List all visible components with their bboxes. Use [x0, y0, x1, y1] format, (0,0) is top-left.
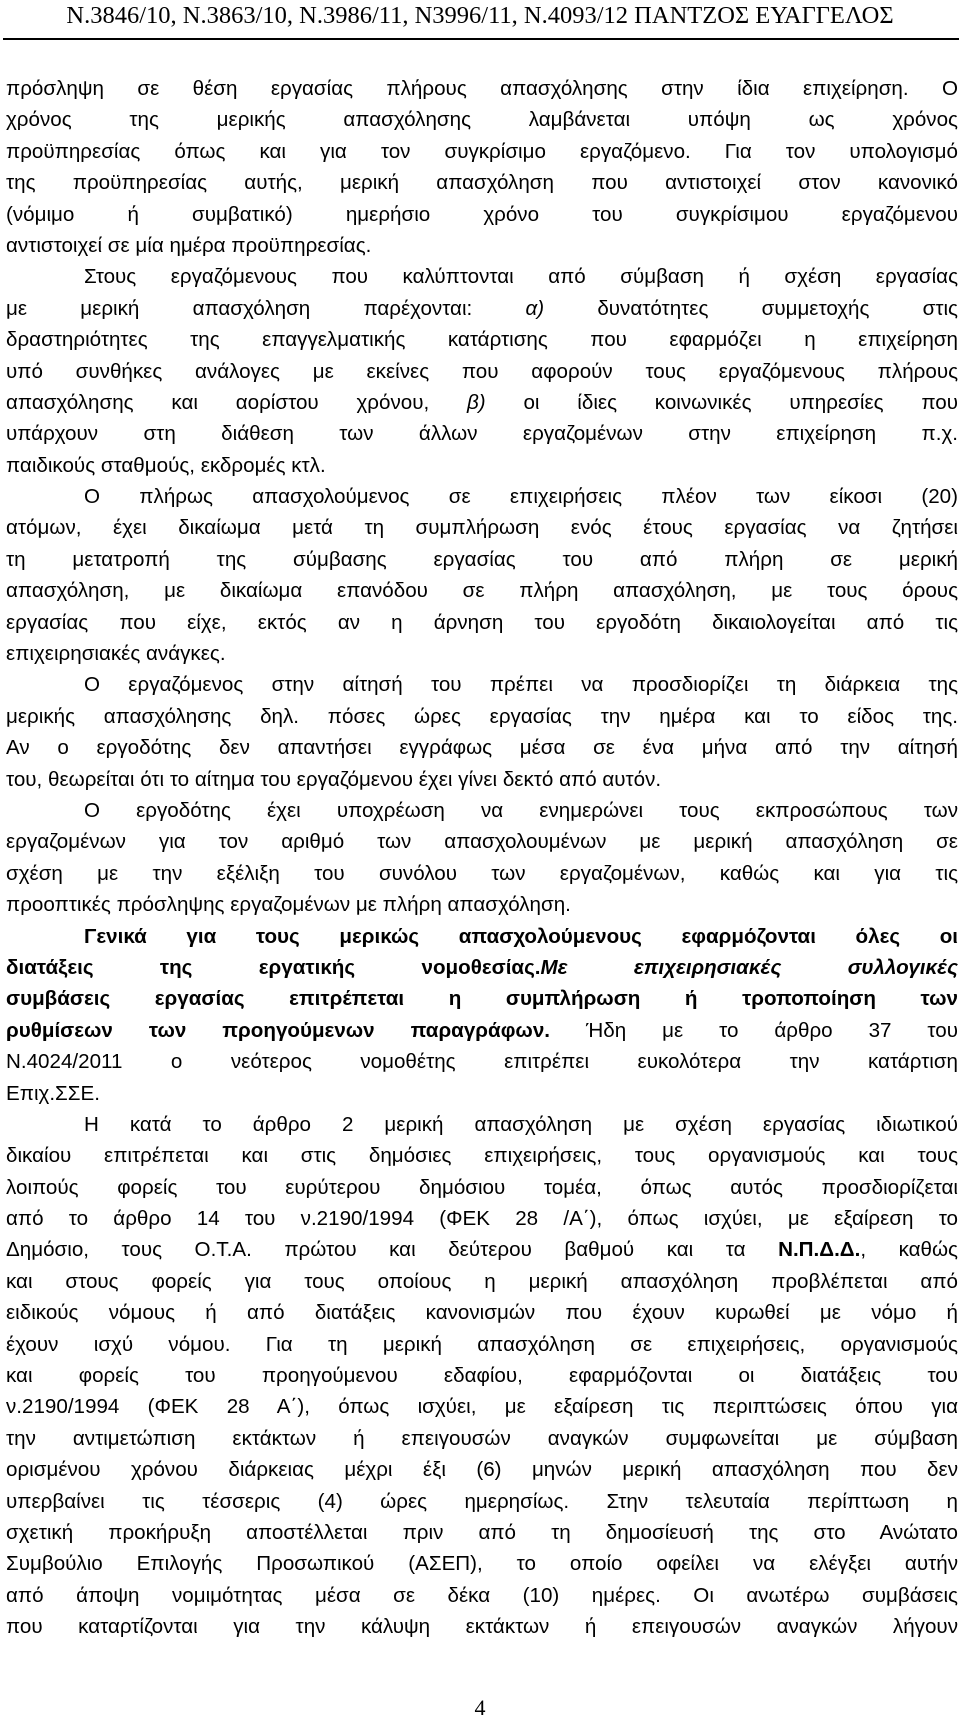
list-marker: β)	[467, 390, 486, 414]
text-line: ν.2190/1994 (ΦΕΚ 28 Α΄), όπως ισχύει, με εξαίρεση τις περιπτώσεις όπου για	[6, 1395, 958, 1419]
text-line: δικαίου επιτρέπεται και στις δημόσιες επιχειρήσεις, τους οργανισμούς και τους	[6, 1144, 958, 1168]
text-line: (νόμιμο ή συμβατικό) ημερήσιο χρόνο του συγκρίσιμου εργαζόμενου	[6, 202, 958, 226]
text-line: υπερβαίνει τις τέσσερις (4) ώρες ημερησίως. Στην τελευταία περίπτωση η	[6, 1489, 958, 1513]
text-line: του, θεωρείται ότι το αίτημα του εργαζόμενου έχει γίνει δεκτό από αυτόν.	[6, 767, 662, 791]
text-line: Αν ο εργοδότης δεν απαντήσει εγγράφως μέσα σε ένα μήνα από την αίτησή	[6, 736, 958, 760]
text-line	[6, 1015, 958, 1046]
body-text	[6, 73, 958, 1643]
text-line	[6, 1234, 958, 1265]
text-line: και στους φορείς για τους οποίους η μερική απασχόληση προβλέπεται από	[6, 1269, 958, 1293]
text-line: μερικής απασχόλησης δηλ. πόσες ώρες εργασίας την ημέρα και το είδος της.	[6, 704, 958, 728]
bold-italic-run: Με επιχειρησιακές συλλογικές	[540, 955, 958, 979]
text-line: Στους εργαζόμενους που καλύπτονται από σύμβαση ή σχέση εργασίας	[84, 265, 958, 289]
text-line: προϋπηρεσίας όπως και για τον συγκρίσιμο εργαζόμενο. Για τον υπολογισμό	[6, 139, 958, 163]
text-line: τη μετατροπή της σύμβασης εργασίας του από πλήρη σε μερική	[6, 547, 958, 571]
text-line: ορισμένου χρόνου διάρκειας μέχρι έξι (6) μηνών μερική απασχόληση που δεν	[6, 1458, 958, 1482]
text-line: σχετική προκήρυξη αποστέλλεται πριν από τη δημοσίευσή της στο Ανώτατο	[6, 1520, 958, 1544]
bold-run: Ν.Π.Δ.Δ.	[778, 1238, 861, 1262]
text-run: Ήδη με το άρθρο 37 του	[585, 1018, 958, 1042]
text-line: Η κατά το άρθρο 2 μερική απασχόληση με σχέση εργασίας ιδιωτικού	[84, 1112, 958, 1136]
text-line: χρόνος της μερικής απασχόλησης λαμβάνεται υπόψη ως χρόνος	[6, 108, 958, 132]
text-line: έχουν ισχύ νόμου. Για τη μερική απασχόληση σε επιχειρήσεις, οργανισμούς	[6, 1332, 958, 1356]
text-line: υπό συνθήκες ανάλογες με εκείνες που αφορούν τους εργαζόμενους πλήρους	[6, 359, 958, 383]
text-run: δυνατότητες συμμετοχής στις	[597, 296, 958, 320]
text-line: Ο εργοδότης έχει υποχρέωση να ενημερώνει τους εκπροσώπους των	[84, 798, 958, 822]
text-line: Ο εργαζόμενος στην αίτησή του πρέπει να προσδιορίζει τη διάρκεια της	[84, 673, 958, 697]
text-line: προοπτικές πρόσληψης εργαζομένων με πλήρη απασχόληση.	[6, 893, 571, 917]
text-line: επιχειρησιακές ανάγκες.	[6, 642, 226, 666]
text-line: Ο πλήρως απασχολούμενος σε επιχειρήσεις πλέον των είκοσι (20)	[84, 485, 958, 509]
text-line: πρόσληψη σε θέση εργασίας πλήρους απασχόλησης στην ίδια επιχείρηση. Ο	[6, 77, 958, 100]
text-line: Γενικά για τους μερικώς απασχολούμενους εφαρμόζονται όλες οι	[84, 924, 958, 948]
text-line: εργασίας που είχε, εκτός αν η άρνηση του εργοδότη δικαιολογείται από τις	[6, 610, 958, 634]
text-line: συμβάσεις εργασίας επιτρέπεται η συμπλήρωση ή τροποποίηση των	[6, 987, 958, 1011]
text-line: και φορείς του προηγούμενου εδαφίου, εφαρμόζονται οι διατάξεις του	[6, 1364, 958, 1388]
text-run: απασχόλησης και αορίστου χρόνου,	[6, 390, 430, 414]
text-line	[6, 952, 958, 983]
text-run: με μερική απασχόληση παρέχονται:	[6, 296, 473, 320]
text-line: Επιχ.ΣΣΕ.	[6, 1081, 100, 1105]
running-header: Ν.3846/10, Ν.3863/10, Ν.3986/11, Ν3996/11, Ν.4093/12 ΠΑΝΤΖΟΣ ΕΥΑΓΓΕΛΟΣ	[66, 2, 894, 29]
list-marker: α)	[525, 296, 545, 320]
bold-run: ρυθμίσεων των προηγούμενων παραγράφων.	[6, 1018, 551, 1042]
text-line: της προϋπηρεσίας αυτής, μερική απασχόληση που αντιστοιχεί στον κανονικό	[6, 171, 958, 195]
text-run: Δημόσιο, τους Ο.Τ.Α. πρώτου και δεύτερου βαθμού και τα	[6, 1238, 746, 1262]
text-line: την αντιμετώπιση εκτάκτων ή επειγουσών αναγκών συμφωνείται με σύμβαση	[6, 1426, 958, 1450]
text-line: από το άρθρο 14 του ν.2190/1994 (ΦΕΚ 28 /Α΄), όπως ισχύει, με εξαίρεση το	[6, 1207, 958, 1231]
text-line: δραστηριότητες της επαγγελματικής κατάρτισης που εφαρμόζει η επιχείρηση	[6, 328, 958, 352]
text-line	[6, 293, 958, 324]
text-line: ατόμων, έχει δικαίωμα μετά τη συμπλήρωση ενός έτους εργασίας να ζητήσει	[6, 516, 958, 540]
text-line: παιδικούς σταθμούς, εκδρομές κτλ.	[6, 453, 326, 477]
text-run: , καθώς	[860, 1238, 958, 1262]
text-line: που καταρτίζονται για την κάλυψη εκτάκτων ή επειγουσών αναγκών λήγουν	[6, 1615, 958, 1639]
text-line: εργαζομένων για τον αριθμό των απασχολουμένων με μερική απασχόληση σε	[6, 830, 958, 854]
text-line: λοιπούς φορείς του ευρύτερου δημόσιου τομέα, όπως αυτός προσδιορίζεται	[6, 1175, 958, 1199]
text-line: Συμβούλιο Επιλογής Προσωπικού (ΑΣΕΠ), το οποίο οφείλει να ελέγξει αυτήν	[6, 1552, 958, 1576]
text-line: υπάρχουν στη διάθεση των άλλων εργαζομένων στην επιχείρηση π.χ.	[6, 422, 958, 446]
text-line	[6, 387, 958, 418]
text-line: σχέση με την εξέλιξη του συνόλου των εργαζομένων, καθώς και για τις	[6, 861, 958, 885]
text-line: από άποψη νομιμότητας μέσα σε δέκα (10) ημέρες. Οι ανωτέρω συμβάσεις	[6, 1583, 958, 1607]
text-line: αντιστοιχεί σε μία ημέρα προϋπηρεσίας.	[6, 233, 372, 257]
page-number: 4	[474, 1695, 486, 1720]
bold-run: διατάξεις της εργατικής νομοθεσίας.	[6, 955, 541, 979]
text-line: Ν.4024/2011 ο νεότερος νομοθέτης επιτρέπει ευκολότερα την κατάρτιση	[6, 1050, 958, 1074]
text-line: ειδικούς νόμους ή από διατάξεις κανονισμών που έχουν κυρωθεί με νόμο ή	[6, 1301, 958, 1325]
text-run: οι ίδιες κοινωνικές υπηρεσίες που	[523, 390, 958, 414]
text-line: απασχόληση, με δικαίωμα επανόδου σε πλήρη απασχόληση, με τους όρους	[6, 579, 958, 603]
header-rule	[3, 38, 959, 41]
